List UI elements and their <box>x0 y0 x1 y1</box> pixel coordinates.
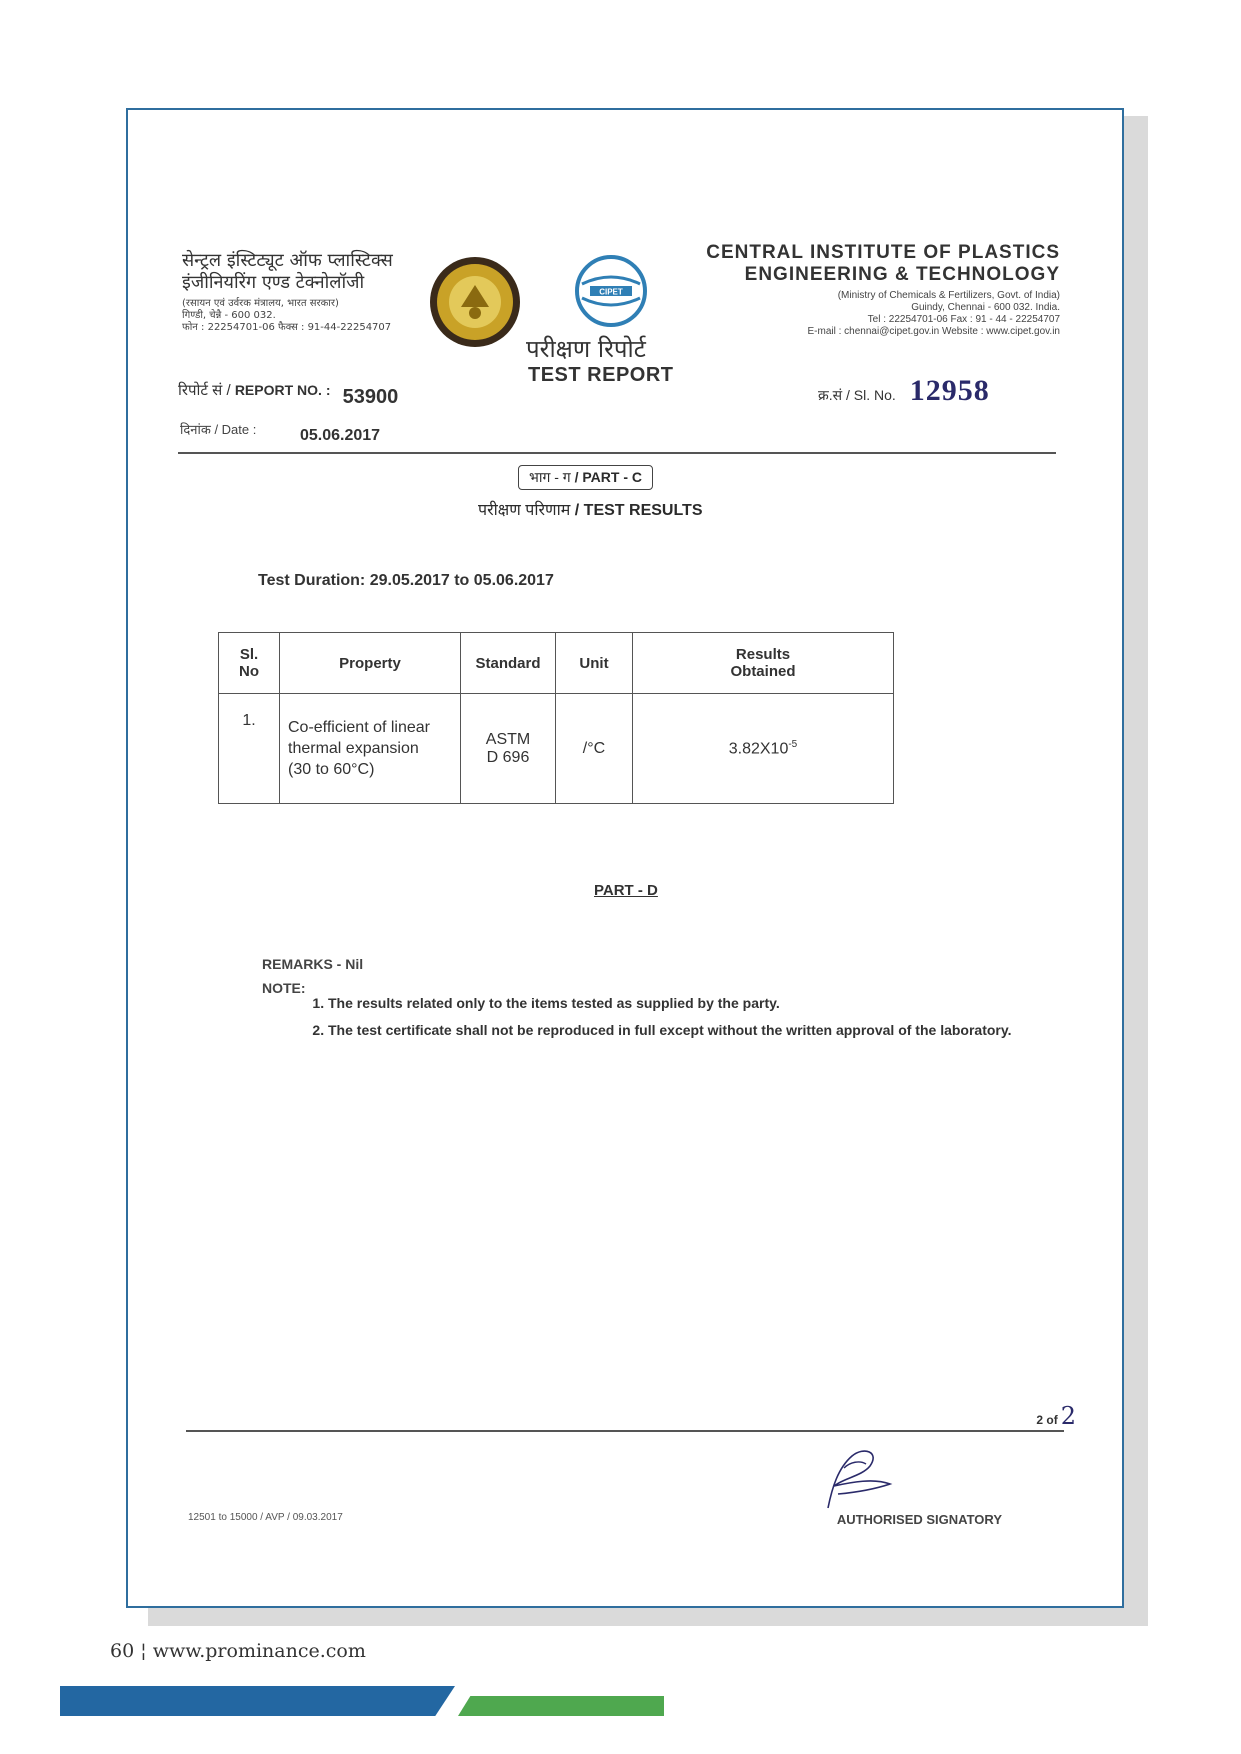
date-value: 05.06.2017 <box>299 427 381 444</box>
cipet-logo-icon <box>570 250 652 337</box>
note-label: NOTE: <box>262 980 306 996</box>
hindi-name-line1: सेन्ट्रल इंस्टिट्यूट ऑफ प्लास्टिक्स <box>182 250 393 271</box>
header-results-line2: Obtained <box>730 663 796 680</box>
property-line3: (30 to 60°C) <box>288 761 375 778</box>
table-header-row <box>219 633 894 694</box>
report-no-label: REPORT NO. : <box>234 382 331 398</box>
result-base: 3.82X10 <box>728 740 789 758</box>
part-c-text: / PART - C <box>574 469 642 485</box>
authorised-signatory: AUTHORISED SIGNATORY <box>836 1512 1002 1527</box>
header-sl-no <box>219 633 280 694</box>
list-item: 1. The results related only to the items tested as supplied by the party. <box>328 994 1088 1013</box>
header-divider <box>178 452 1056 454</box>
test-results-heading <box>478 498 703 520</box>
tel-fax-text: Tel : 22254701-06 Fax : 91 - 44 - 22254707 <box>867 314 1060 325</box>
hindi-phone: फोन : 22254701-06 फैक्स : 91-44-22254707 <box>182 322 392 333</box>
property-line1: Co-efficient of linear <box>288 719 430 736</box>
date-label: दिनांक / Date : <box>180 422 257 437</box>
document-frame <box>126 108 1124 1608</box>
report-no-value: 53900 <box>342 386 399 408</box>
test-results-text: / TEST RESULTS <box>574 502 703 519</box>
page-of-text: 2 of <box>1036 1413 1058 1427</box>
list-item: 2. The test certificate shall not be reproduced in full except without the written approval of the laboratory. <box>328 1021 1088 1040</box>
report-no-hindi-label: रिपोर्ट सं / <box>178 382 231 399</box>
hindi-name-line2: इंजीनियरिंग एण्ड टेक्नोलॉजी <box>182 272 365 293</box>
hindi-contact-block <box>182 298 391 334</box>
golden-seal-icon <box>428 255 522 354</box>
remarks: REMARKS - Nil <box>262 956 364 972</box>
footer-divider <box>186 1430 1064 1432</box>
standard-line1: ASTM <box>485 730 531 748</box>
address-text: Guindy, Chennai - 600 032. India. <box>911 302 1060 313</box>
footer-green-bar <box>458 1696 664 1716</box>
email-website-text: E-mail : chennai@cipet.gov.in Website : www.cipet.gov.in <box>807 326 1060 337</box>
footer-blue-bar <box>60 1686 455 1716</box>
part-d-heading: PART - D <box>594 882 658 899</box>
test-duration: Test Duration: 29.05.2017 to 05.06.2017 <box>258 572 554 589</box>
row-standard <box>461 694 556 804</box>
test-report-hindi: परीक्षण रिपोर्ट <box>526 335 646 363</box>
header-unit: Unit <box>556 633 633 694</box>
part-c-label <box>518 465 653 490</box>
header-results <box>633 633 894 694</box>
institute-contact-block <box>706 242 1060 338</box>
hindi-address: गिण्डी, चेन्नै - 600 032. <box>182 310 276 321</box>
table-row <box>219 694 894 804</box>
header-sl-line1: Sl. <box>239 646 259 663</box>
standard-line2: D 696 <box>486 748 530 766</box>
header-results-line1: Results <box>735 646 791 663</box>
header-sl-line2: No <box>239 663 259 680</box>
notes-list <box>304 994 1088 1048</box>
row-property <box>280 694 461 804</box>
result-exponent: -5 <box>788 738 798 750</box>
test-results-hindi: परीक्षण परिणाम <box>478 502 571 519</box>
report-number <box>178 378 399 408</box>
page-number: 60 <box>110 1640 135 1662</box>
row-result <box>633 694 894 804</box>
page-total: 2 <box>1060 1402 1076 1430</box>
ministry-text: (Ministry of Chemicals & Fertilizers, Govt. of India) <box>837 290 1060 301</box>
page-footer <box>110 1640 366 1662</box>
serial-number <box>818 374 990 408</box>
institute-name-line2: ENGINEERING & TECHNOLOGY <box>744 264 1060 285</box>
hindi-institute-name <box>182 250 393 294</box>
hindi-ministry: (रसायन एवं उर्वरक मंत्रालय, भारत सरकार) <box>182 298 339 309</box>
header-standard: Standard <box>461 633 556 694</box>
website-link[interactable]: www.prominance.com <box>152 1640 366 1662</box>
header-property: Property <box>280 633 461 694</box>
footer-separator: ¦ <box>140 1640 147 1662</box>
property-line2: thermal expansion <box>288 740 419 757</box>
page-indicator <box>1036 1402 1076 1430</box>
sl-no-value: 12958 <box>909 374 990 407</box>
institute-name-line1: CENTRAL INSTITUTE OF PLASTICS <box>706 242 1060 263</box>
results-table <box>218 632 894 804</box>
row-sl-no: 1. <box>219 694 280 804</box>
cipet-logo-text: CIPET <box>599 287 623 297</box>
test-report-title: TEST REPORT <box>528 364 674 386</box>
report-date <box>180 420 381 444</box>
sl-no-label: क्र.सं / Sl. No. <box>818 387 896 403</box>
row-unit: /°C <box>556 694 633 804</box>
form-code: 12501 to 15000 / AVP / 09.03.2017 <box>188 1512 343 1523</box>
part-c-hindi: भाग - ग <box>529 469 571 485</box>
